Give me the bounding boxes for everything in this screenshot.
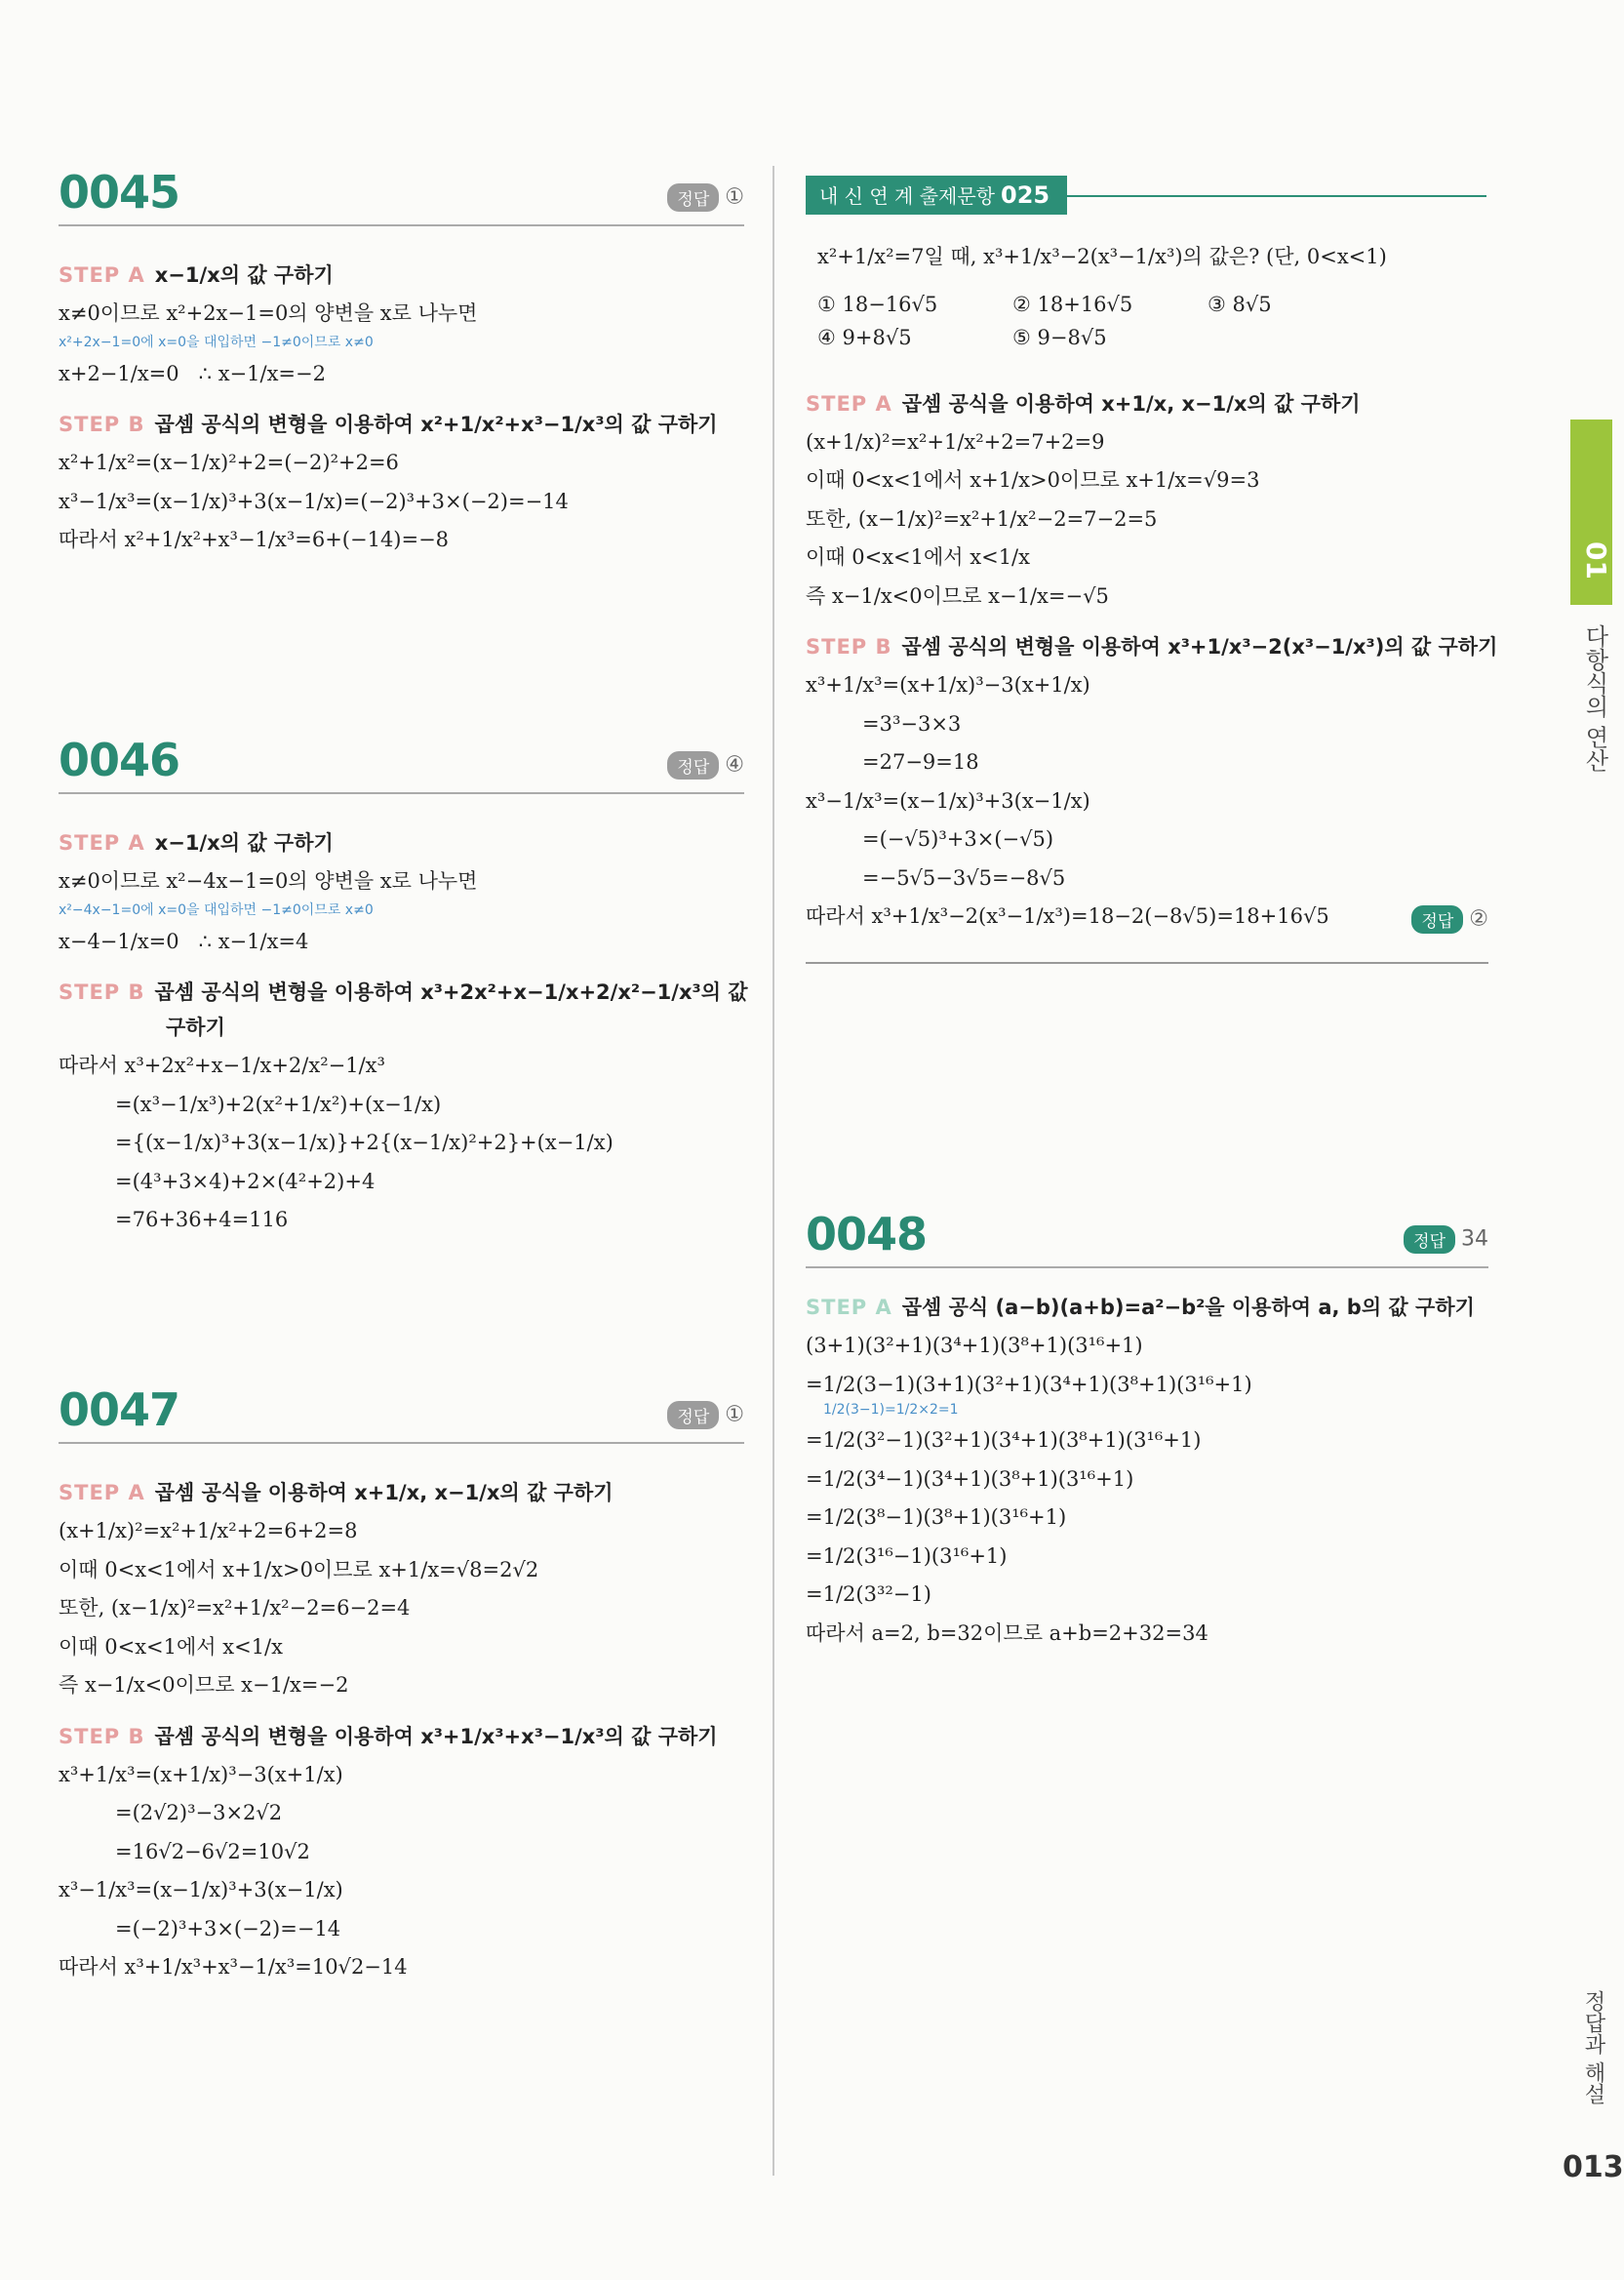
solution-line: 즉 x−1/x<0이므로 x−1/x=−√5 [806, 583, 1109, 608]
solution-line: =1/2(3³²−1) [806, 1582, 931, 1606]
title-rule [59, 792, 744, 794]
step-title: x−1/x의 값 구하기 [154, 831, 334, 855]
step-tag: STEP A [806, 1296, 892, 1319]
solution-line: x³+1/x³=(x+1/x)³−3(x+1/x) [806, 673, 1090, 697]
solution-line: =76+36+4=116 [115, 1208, 289, 1231]
answer-badge: 정답 [1404, 1225, 1455, 1254]
linked-problem-label: 내 신 연 계 출제문항 [819, 184, 995, 208]
problem-number: 0046 [59, 734, 180, 786]
step-tag: STEP A [806, 391, 892, 416]
solution-line: (x+1/x)²=x²+1/x²+2=6+2=8 [59, 1519, 358, 1542]
answer-badge: 정답 [1411, 905, 1463, 934]
answer [667, 751, 744, 780]
problem-number: 0047 [59, 1383, 180, 1436]
step-b [59, 1721, 744, 1750]
section-separator [806, 962, 1488, 964]
answer-badge: 정답 [667, 183, 719, 212]
step-b [806, 631, 1498, 660]
linked-problem-code: 025 [1001, 181, 1050, 209]
chapter-title: 다항식의 연산 [1581, 624, 1608, 773]
step-title: 곱셈 공식의 변형을 이용하여 x³+1/x³−2(x³−1/x³)의 값 구하기 [901, 635, 1498, 659]
problem-0046 [59, 734, 748, 1244]
answer [1411, 905, 1488, 934]
title-rule [59, 1442, 744, 1444]
solution-line: x³−1/x³=(x−1/x)³+3(x−1/x) [806, 788, 1090, 813]
answer-badge: 정답 [667, 1401, 719, 1429]
linked-problem [806, 234, 1498, 964]
step-title: 곱셈 공식의 변형을 이용하여 x³+1/x³+x³−1/x³의 값 구하기 [154, 1724, 718, 1748]
solution-line: =27−9=18 [862, 750, 979, 774]
column-divider [772, 166, 774, 2176]
solution-line: (3+1)(3²+1)(3⁴+1)(3⁸+1)(3¹⁶+1) [806, 1334, 1143, 1357]
answer-value: 34 [1461, 1226, 1488, 1252]
side-note: 1/2(3−1)=1/2×2=1 [823, 1402, 959, 1418]
answer [667, 183, 744, 212]
solution-line: =(4³+3×4)+2×(4²+2)+4 [115, 1169, 376, 1193]
solution-line: =(2√2)³−3×2√2 [115, 1801, 283, 1824]
solution-line: 이때 0<x<1에서 x+1/x>0이므로 x+1/x=√9=3 [806, 468, 1260, 492]
step-tag: STEP B [806, 635, 892, 659]
solution-line: x−4−1/x=0 ∴ x−1/x=4 [59, 929, 309, 953]
title-rule [59, 224, 744, 226]
solution-line: x≠0이므로 x²−4x−1=0의 양변을 x로 나누면 [59, 869, 478, 893]
solution-line: 따라서 x²+1/x²+x³−1/x³=6+(−14)=−8 [59, 528, 450, 551]
answer-value: ② [1469, 906, 1488, 932]
solution-line: 따라서 a=2, b=32이므로 a+b=2+32=34 [806, 1620, 1208, 1645]
solution-line: 따라서 x³+1/x³−2(x³−1/x³)=18−2(−8√5)=18+16√5 [806, 904, 1329, 928]
step-title: 곱셈 공식을 이용하여 x+1/x, x−1/x의 값 구하기 [154, 1481, 614, 1504]
page-number: 013 [1563, 2150, 1624, 2184]
step-title: 곱셈 공식의 변형을 이용하여 x³+2x²+x−1/x+2/x²−1/x³의 값 [154, 980, 748, 1004]
step-a [806, 1292, 1488, 1321]
choice-2: ② 18+16√5 [1012, 292, 1133, 316]
problem-number: 0048 [806, 1208, 928, 1260]
chapter-number: 01 [1580, 541, 1612, 580]
solution-line: x≠0이므로 x²+2x−1=0의 양변을 x로 나누면 [59, 301, 478, 325]
choice-4: ④ 9+8√5 [817, 325, 912, 349]
solution-line: =1/2(3²−1)(3²+1)(3⁴+1)(3⁸+1)(3¹⁶+1) [806, 1428, 1202, 1452]
section-footer: 정답과 해설 [1581, 1990, 1605, 2104]
solution-line: 이때 0<x<1에서 x+1/x>0이므로 x+1/x=√8=2√2 [59, 1557, 539, 1581]
problem-0048 [806, 1208, 1488, 1657]
side-note: x²+2x−1=0에 x=0을 대입하면 −1≠0이므로 x≠0 [59, 334, 374, 350]
final-line-row [806, 901, 1488, 933]
solution-line: =1/2(3⁴−1)(3⁴+1)(3⁸+1)(3¹⁶+1) [806, 1466, 1134, 1491]
linked-problem-header [806, 176, 1067, 215]
solution-line: ={(x−1/x)³+3(x−1/x)}+2{(x−1/x)²+2}+(x−1/x) [115, 1131, 614, 1154]
solution-line: =(−2)³+3×(−2)=−14 [115, 1916, 341, 1940]
solution-line: =(x³−1/x³)+2(x²+1/x²)+(x−1/x) [115, 1092, 442, 1116]
solution-line: 이때 0<x<1에서 x<1/x [806, 545, 1030, 569]
solution-line: =3³−3×3 [862, 711, 962, 736]
solution-line: 또한, (x−1/x)²=x²+1/x²−2=7−2=5 [806, 506, 1158, 531]
solution-line: 따라서 x³+1/x³+x³−1/x³=10√2−14 [59, 1955, 408, 1979]
solution-line: x³−1/x³=(x−1/x)³+3(x−1/x) [59, 1878, 343, 1901]
solution-line: =16√2−6√2=10√2 [115, 1839, 310, 1863]
answer-value: ④ [725, 752, 744, 778]
step-tag: STEP B [59, 1724, 145, 1748]
solution-line: x³+1/x³=(x+1/x)³−3(x+1/x) [59, 1762, 343, 1786]
answer-value: ① [725, 184, 744, 210]
step-b [59, 409, 744, 438]
problem-number: 0045 [59, 166, 180, 219]
answer-value: ① [725, 1402, 744, 1427]
step-a [59, 827, 744, 857]
step-title: 곱셈 공식을 이용하여 x+1/x, x−1/x의 값 구하기 [901, 391, 1361, 416]
answer-badge: 정답 [667, 751, 719, 780]
step-tag: STEP A [59, 1481, 145, 1504]
answer [667, 1401, 744, 1429]
solution-line: 또한, (x−1/x)²=x²+1/x²−2=6−2=4 [59, 1596, 411, 1620]
step-tag: STEP A [59, 831, 145, 855]
linked-problem-rule [1067, 195, 1486, 197]
solution-line: 즉 x−1/x<0이므로 x−1/x=−2 [59, 1673, 349, 1697]
solution-line: =1/2(3⁸−1)(3⁸+1)(3¹⁶+1) [806, 1505, 1067, 1529]
solution-line: =1/2(3¹⁶−1)(3¹⁶+1) [806, 1543, 1008, 1568]
solution-line: x³−1/x³=(x−1/x)³+3(x−1/x)=(−2)³+3×(−2)=−14 [59, 489, 569, 513]
step-title: 곱셈 공식의 변형을 이용하여 x²+1/x²+x³−1/x³의 값 구하기 [154, 413, 718, 436]
choice-5: ⑤ 9−8√5 [1012, 325, 1107, 349]
solution-line: x+2−1/x=0 ∴ x−1/x=−2 [59, 361, 326, 385]
side-note: x²−4x−1=0에 x=0을 대입하면 −1≠0이므로 x≠0 [59, 901, 374, 918]
question-text: x²+1/x²=7일 때, x³+1/x³−2(x³−1/x³)의 값은? (단, 0<x<1) [817, 245, 1387, 268]
step-b-continued [59, 1012, 744, 1041]
step-title: 곱셈 공식 (a−b)(a+b)=a²−b²을 이용하여 a, b의 값 구하기 [901, 1296, 1475, 1319]
step-tag: STEP B [59, 413, 145, 436]
problem-0047 [59, 1383, 744, 1991]
step-a [59, 260, 744, 289]
step-a [806, 388, 1488, 418]
step-a [59, 1477, 744, 1506]
step-tag: STEP A [59, 263, 145, 287]
answer [1404, 1225, 1488, 1254]
problem-0045 [59, 166, 744, 564]
solution-line: =(−√5)³+3×(−√5) [862, 827, 1054, 851]
solution-line: (x+1/x)²=x²+1/x²+2=7+2=9 [806, 429, 1105, 454]
solution-line: x²+1/x²=(x−1/x)²+2=(−2)²+2=6 [59, 451, 399, 474]
answer-choices [817, 293, 1488, 349]
solution-line: 이때 0<x<1에서 x<1/x [59, 1634, 283, 1659]
solution-line: =1/2(3−1)(3+1)(3²+1)(3⁴+1)(3⁸+1)(3¹⁶+1) [806, 1372, 1252, 1396]
solution-line: 따라서 x³+2x²+x−1/x+2/x²−1/x³ [59, 1054, 385, 1077]
step-title: x−1/x의 값 구하기 [154, 263, 334, 287]
choice-3: ③ 8√5 [1208, 292, 1272, 316]
step-tag: STEP B [59, 980, 145, 1004]
title-rule [806, 1266, 1488, 1268]
solution-line: =−5√5−3√5=−8√5 [862, 865, 1066, 890]
step-title-continued: 구하기 [166, 1016, 225, 1039]
step-b [59, 977, 748, 1006]
choice-1: ① 18−16√5 [817, 292, 938, 316]
